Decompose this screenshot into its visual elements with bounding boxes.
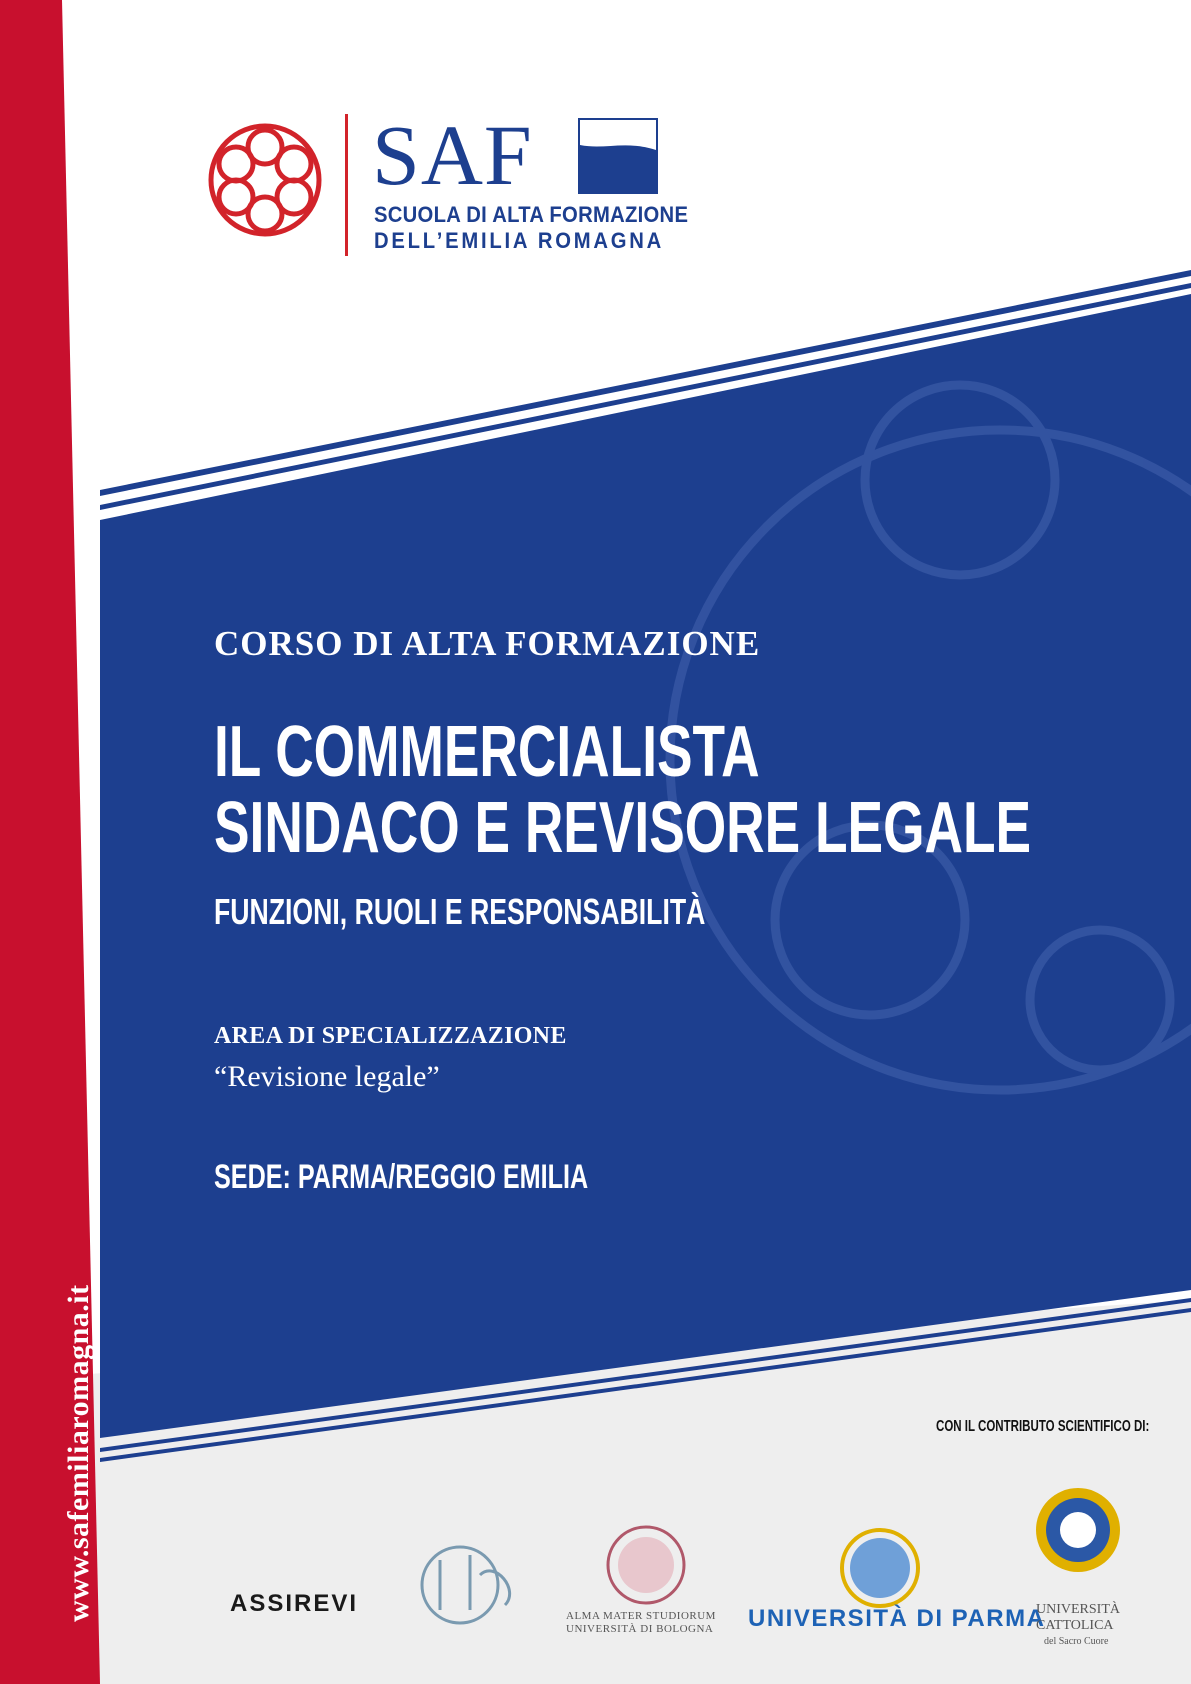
saf-flag-icon [578,118,658,194]
saf-tagline-line1: SCUOLA DI ALTA FORMAZIONE [374,202,689,227]
cattolica-logo-line2: CATTOLICA [1036,1618,1114,1633]
cattolica-logo-line1: UNIVERSITÀ [1036,1602,1120,1617]
logo-divider [345,114,348,256]
course-type-heading: CORSO DI ALTA FORMAZIONE [214,624,761,663]
unipr-seal-icon [842,1530,918,1606]
rosette-logo-icon [211,126,319,234]
course-subtitle: FUNZIONI, RUOLI E RESPONSABILITÀ [214,891,706,932]
unibo-logo-line2: UNIVERSITÀ DI BOLOGNA [566,1623,714,1635]
course-title-line1: IL COMMERCIALISTA [214,712,760,792]
saf-wordmark: SAF [372,107,533,203]
unibo-logo-line1: ALMA MATER STUDIORUM [566,1610,716,1622]
cattolica-logo-line3: del Sacro Cuore [1044,1636,1109,1647]
saf-tagline-line2: DELL’EMILIA ROMAGNA [374,228,665,253]
course-location: SEDE: PARMA/REGGIO EMILIA [214,1158,589,1196]
area-label: AREA DI SPECIALIZZAZIONE [214,1023,567,1049]
unibo-seal-icon [608,1527,684,1603]
cattolica-seal-icon [1036,1488,1120,1572]
unipr-logo-text: UNIVERSITÀ DI PARMA [748,1605,1046,1632]
course-title-line2: SINDACO E REVISORE LEGALE [214,788,1032,868]
website-url[interactable]: www.safemiliaromagna.it [62,1284,95,1622]
assirevi-logo-text: ASSIREVI [230,1590,359,1617]
partners-heading: CON IL CONTRIBUTO SCIENTIFICO DI: [936,1418,1150,1435]
area-value: “Revisione legale” [214,1060,440,1093]
